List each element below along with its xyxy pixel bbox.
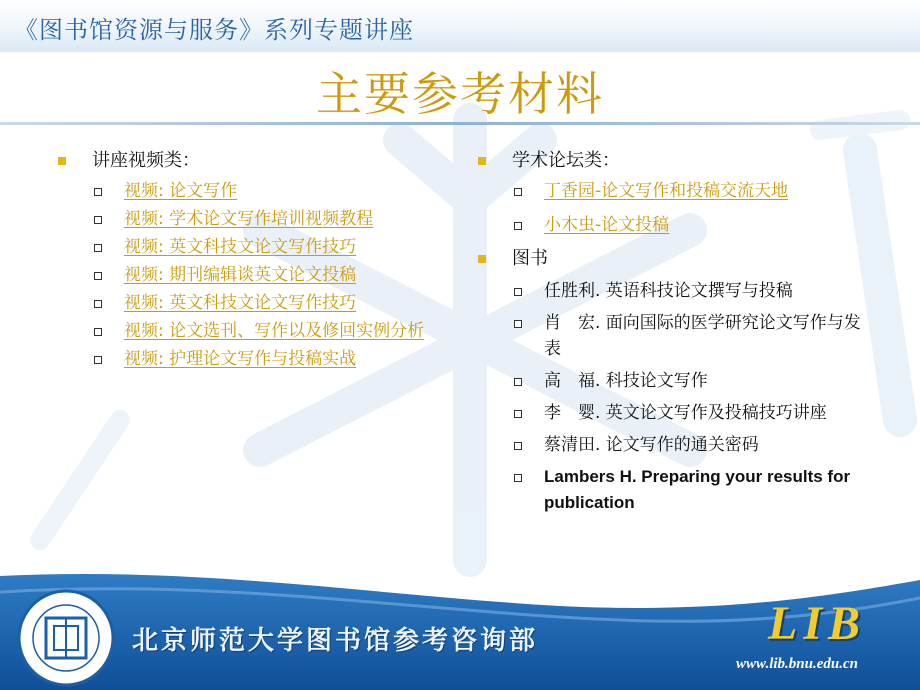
checkbox-bullet-icon	[94, 244, 102, 252]
video-link[interactable]: 视频: 论文写作	[124, 181, 238, 201]
checkbox-bullet-icon	[514, 442, 522, 450]
section-heading-books: 图书	[476, 246, 876, 272]
checkbox-bullet-icon	[514, 474, 522, 482]
list-item[interactable]	[56, 234, 456, 260]
checkbox-bullet-icon	[94, 328, 102, 336]
section-heading-videos: 讲座视频类：	[56, 148, 456, 174]
square-bullet-icon	[58, 157, 66, 165]
list-item	[476, 464, 864, 516]
library-seal-logo	[16, 588, 116, 688]
square-bullet-icon	[478, 157, 486, 165]
video-link[interactable]: 视频: 期刊编辑谈英文论文投稿	[124, 265, 357, 285]
list-item	[476, 400, 876, 426]
video-link[interactable]: 视频: 学术论文写作培训视频教程	[124, 209, 374, 229]
department-name: 北京师范大学图书馆参考咨询部	[132, 626, 539, 656]
book-entry: 高 福. 科技论文写作	[544, 371, 708, 391]
checkbox-bullet-icon	[94, 272, 102, 280]
list-item[interactable]	[56, 318, 444, 344]
checkbox-bullet-icon	[514, 410, 522, 418]
series-title: 《图书馆资源与服务》系列专题讲座	[14, 16, 414, 44]
checkbox-bullet-icon	[94, 188, 102, 196]
square-bullet-icon	[478, 255, 486, 263]
list-item	[476, 368, 876, 394]
checkbox-bullet-icon	[94, 300, 102, 308]
page-title: 主要参考材料	[316, 67, 604, 121]
checkbox-bullet-icon	[514, 222, 522, 230]
book-entry: 任胜利. 英语科技论文撰写与投稿	[544, 281, 793, 301]
lib-logo-text: LIB	[768, 597, 867, 650]
book-entry: Lambers H. Preparing your results for publication	[544, 467, 851, 512]
checkbox-bullet-icon	[514, 288, 522, 296]
forum-link[interactable]: 丁香园-论文写作和投稿交流天地	[544, 181, 789, 201]
library-url[interactable]: www.lib.bnu.edu.cn	[736, 656, 858, 672]
video-link[interactable]: 视频: 英文科技文论文写作技巧	[124, 237, 357, 257]
video-link[interactable]: 视频: 论文选刊、写作以及修回实例分析	[124, 321, 425, 341]
checkbox-bullet-icon	[514, 320, 522, 328]
list-item[interactable]	[476, 212, 876, 238]
checkbox-bullet-icon	[94, 216, 102, 224]
list-item[interactable]	[476, 178, 876, 204]
forum-link[interactable]: 小木虫-论文投稿	[544, 215, 670, 235]
list-item[interactable]	[56, 262, 456, 288]
checkbox-bullet-icon	[514, 188, 522, 196]
left-column	[56, 148, 456, 374]
right-column	[476, 148, 876, 518]
list-item	[476, 278, 876, 304]
list-item	[476, 310, 864, 362]
checkbox-bullet-icon	[94, 356, 102, 364]
list-item[interactable]	[56, 290, 456, 316]
video-link[interactable]: 视频: 护理论文写作与投稿实战	[124, 349, 357, 369]
title-divider	[0, 122, 920, 125]
section-heading-forums: 学术论坛类：	[476, 148, 876, 174]
book-entry: 肖 宏. 面向国际的医学研究论文写作与发表	[544, 313, 861, 359]
list-item[interactable]	[56, 206, 456, 232]
book-entry: 蔡清田. 论文写作的通关密码	[544, 435, 759, 455]
checkbox-bullet-icon	[514, 378, 522, 386]
list-item	[476, 432, 876, 458]
list-item[interactable]	[56, 178, 456, 204]
video-link[interactable]: 视频: 英文科技文论文写作技巧	[124, 293, 357, 313]
list-item[interactable]	[56, 346, 456, 372]
book-entry: 李 婴. 英文论文写作及投稿技巧讲座	[544, 403, 827, 423]
